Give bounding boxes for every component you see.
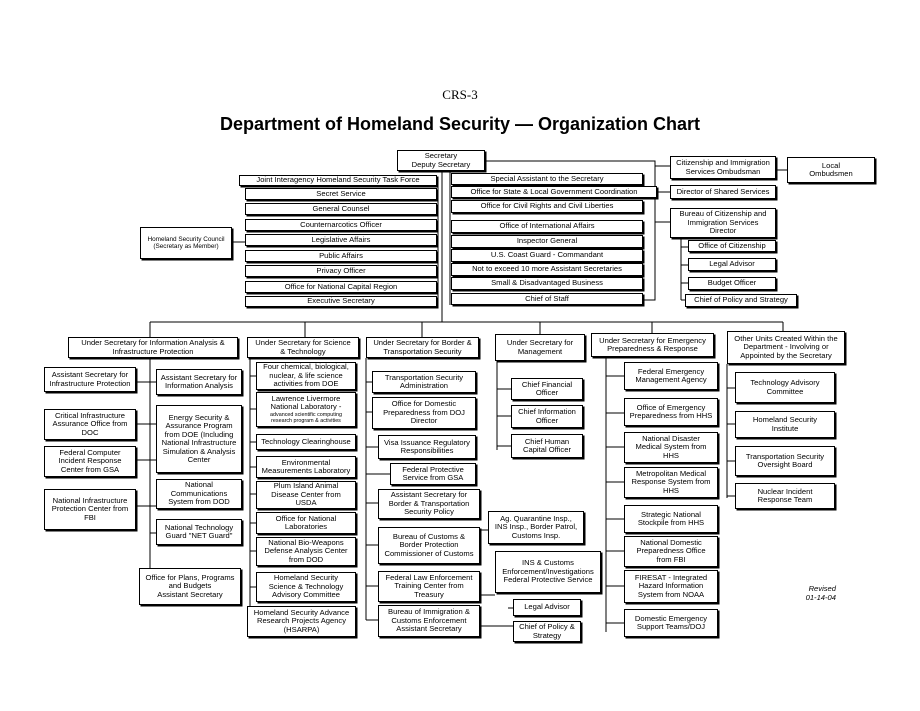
epr-stockpile-box: Strategic National Stockpile from HHS <box>624 505 718 533</box>
counternarcotics-box: Counternarcotics Officer <box>245 219 437 231</box>
st-national-labs-box: Office for National Laboratories <box>256 512 356 534</box>
bts-header-box: Under Secretary for Border & Transportation Security <box>366 337 479 358</box>
bts-chief-policy-box: Chief of Policy & Strategy <box>513 621 581 642</box>
other-tech-advisory-box: Technology Advisory Committee <box>735 372 835 403</box>
chief-of-staff-box: Chief of Staff <box>451 293 643 305</box>
state-local-coordination-box: Office for State & Local Government Coordination <box>451 186 657 198</box>
bcis-legal-advisor-box: Legal Advisor <box>688 258 776 271</box>
shared-services-box: Director of Shared Services <box>670 185 776 199</box>
bts-cbp-box: Bureau of Customs & Border Protection Commissioner of Customs <box>378 527 480 564</box>
epr-fema-box: Federal Emergency Management Agency <box>624 362 718 390</box>
iaip-ncs-box: National Communications System from DOD <box>156 479 242 509</box>
epr-header-box: Under Secretary for Emergency Preparedness & Response <box>591 333 714 357</box>
budget-officer-box: Budget Officer <box>688 277 776 290</box>
other-header-box: Other Units Created Within the Department - Involving or Appointed by the Secretary <box>727 331 845 364</box>
report-id: CRS-3 <box>442 87 478 102</box>
secretary-box: Secretary Deputy Secretary <box>397 150 485 171</box>
epr-mmrs-box: Metropolitan Medical Response System from HHS <box>624 467 718 498</box>
mgmt-cfo-box: Chief Financial Officer <box>511 378 583 400</box>
iaip-info-analysis-box: Assistant Secretary for Information Analysis <box>156 369 242 395</box>
st-bioweapons-box: National Bio-Weapons Defense Analysis Center from DOD <box>256 537 356 566</box>
bts-tsa-box: Transportation Security Administration <box>372 371 476 393</box>
epr-ndpo-box: National Domestic Preparedness Office from FBI <box>624 536 718 567</box>
other-nirt-box: Nuclear Incident Response Team <box>735 483 835 509</box>
st-hsarpa-box: Homeland Security Advance Research Projects Agency (HSARPA) <box>247 606 356 637</box>
ombudsman-box: Citizenship and Immigration Services Ombudsman <box>670 156 776 179</box>
iaip-header-box: Under Secretary for Information Analysis & Infrastructure Protection <box>68 337 238 358</box>
other-tsob-box: Transportation Security Oversight Board <box>735 446 835 476</box>
bts-odp-box: Office for Domestic Preparedness from DOJ Director <box>372 397 476 429</box>
st-llnl-subtext: advanced scientific computing research program & activities <box>270 411 342 424</box>
assistant-secretaries-box: Not to exceed 10 more Assistant Secretaries <box>451 263 643 276</box>
bts-fletc-box: Federal Law Enforcement Training Center from Treasury <box>378 571 480 602</box>
bcis-director-box: Bureau of Citizenship and Immigration Services Director <box>670 208 776 238</box>
st-plum-island-box: Plum Island Animal Disease Center from USDA <box>256 481 356 509</box>
epr-ndms-box: National Disaster Medical System from HHS <box>624 432 718 463</box>
public-affairs-box: Public Affairs <box>245 250 437 262</box>
st-four-activities-box: Four chemical, biological, nuclear, & life science activities from DOE <box>256 362 356 390</box>
special-assistant-box: Special Assistant to the Secretary <box>451 173 643 185</box>
revised-date: Revised 01-14-04 <box>805 584 836 603</box>
iaip-nipc-box: National Infrastructure Protection Center from FBI <box>44 489 136 530</box>
secret-service-box: Secret Service <box>245 188 437 200</box>
iaip-critical-infrastructure-box: Critical Infrastructure Assurance Office from DOC <box>44 409 136 440</box>
st-env-measurements-box: Environmental Measurements Laboratory <box>256 456 356 478</box>
mgmt-header-box: Under Secretary for Management <box>495 334 585 361</box>
mgmt-chco-box: Chief Human Capital Officer <box>511 434 583 458</box>
bts-customs-sub-box: Ag. Quarantine Insp., INS Insp., Border Patrol, Customs Insp. <box>488 511 584 544</box>
civil-rights-box: Office for Civil Rights and Civil Liberties <box>451 200 643 213</box>
small-business-box: Small & Disadvantaged Business <box>451 277 643 290</box>
iaip-infra-protection-box: Assistant Secretary for Infrastructure Protection <box>44 367 136 392</box>
bts-fps-box: Federal Protective Service from GSA <box>390 463 476 485</box>
coast-guard-box: U.S. Coast Guard - Commandant <box>451 249 643 262</box>
st-tech-clearinghouse-box: Technology Clearinghouse <box>256 434 356 450</box>
privacy-officer-box: Privacy Officer <box>245 265 437 277</box>
inspector-general-box: Inspector General <box>451 235 643 248</box>
jihstf-box: Joint Interagency Homeland Security Task Force <box>239 175 437 186</box>
iaip-net-guard-box: National Technology Guard "NET Guard" <box>156 519 242 545</box>
other-hs-institute-box: Homeland Security Institute <box>735 411 835 438</box>
local-ombudsmen-box: Local Ombudsmen <box>787 157 875 183</box>
chart-title: Department of Homeland Security — Organization Chart <box>219 114 701 134</box>
bts-legal-advisor-box: Legal Advisor <box>513 599 581 616</box>
epr-oep-box: Office of Emergency Preparedness from HHS <box>624 398 718 426</box>
legislative-affairs-box: Legislative Affairs <box>245 234 437 246</box>
general-counsel-box: General Counsel <box>245 203 437 215</box>
st-llnl-box: Lawrence Livermore National Laboratory - advanced scientific computing research program & activities <box>256 392 356 427</box>
bts-policy-box: Assistant Secretary for Border & Transportation Security Policy <box>378 489 480 519</box>
epr-firesat-box: FIRESAT - Integrated Hazard Information System from NOAA <box>624 570 718 603</box>
bts-visa-box: Visa Issuance Regulatory Responsibilities <box>378 435 476 459</box>
st-header-box: Under Secretary for Science & Technology <box>247 337 359 358</box>
chief-policy-strategy-box: Chief of Policy and Strategy <box>685 294 797 307</box>
iaip-energy-security-box: Energy Security & Assurance Program from DOE (Including National Infrastructure Simulation & Analysis Center <box>156 405 242 473</box>
mgmt-cio-box: Chief Information Officer <box>511 405 583 428</box>
international-affairs-box: Office of International Affairs <box>451 220 643 233</box>
bts-ice-box: Bureau of Immigration & Customs Enforcement Assistant Secretary <box>378 605 480 637</box>
st-advisory-committee-box: Homeland Security Science & Technology Advisory Committee <box>256 572 356 602</box>
hsc-box: Homeland Security Council (Secretary as Member) <box>140 227 232 259</box>
executive-secretary-box: Executive Secretary <box>245 296 437 307</box>
office-of-citizenship-box: Office of Citizenship <box>688 240 776 252</box>
bts-ice-sub-box: INS & Customs Enforcement/Investigations Federal Protective Service <box>495 551 601 593</box>
epr-dest-box: Domestic Emergency Support Teams/DOJ <box>624 609 718 637</box>
iaip-fedcirc-box: Federal Computer Incident Response Center from GSA <box>44 446 136 477</box>
national-capital-region-box: Office for National Capital Region <box>245 281 437 293</box>
iaip-plans-programs-box: Office for Plans, Programs and Budgets Assistant Secretary <box>139 568 241 605</box>
